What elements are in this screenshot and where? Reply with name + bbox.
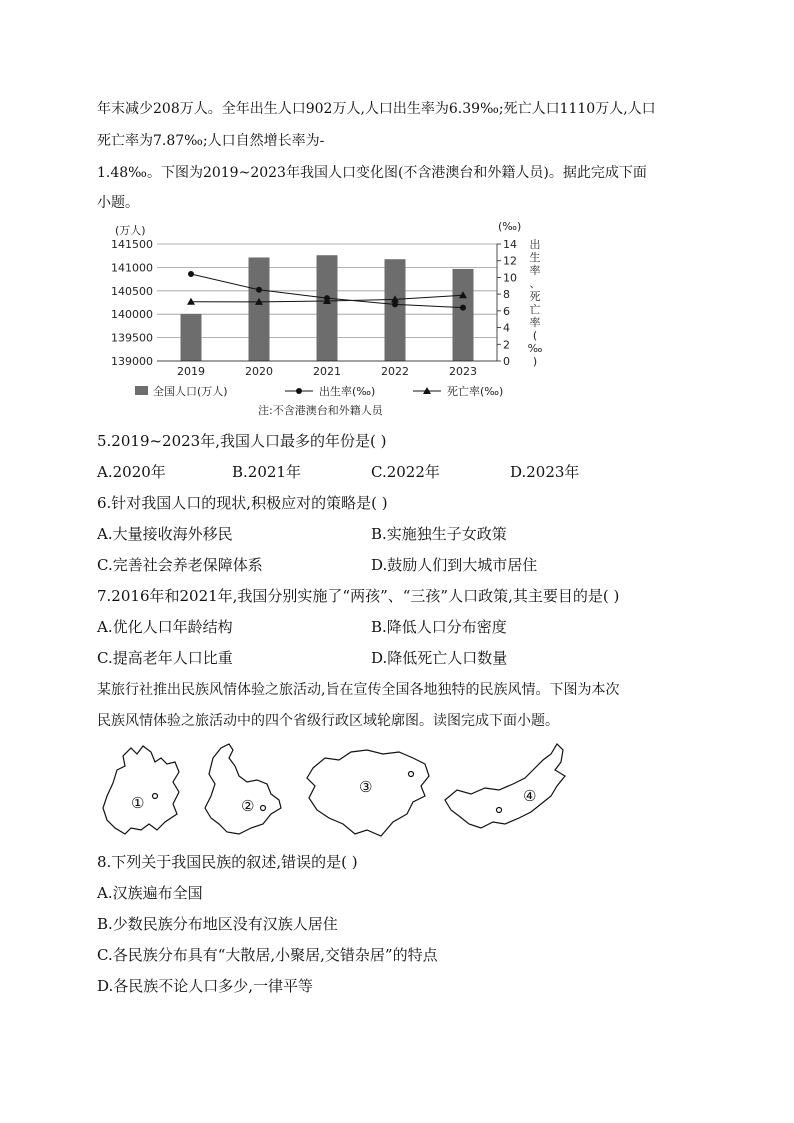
population-bar-2022 [385,259,406,361]
legend-bar-swatch [135,386,148,395]
question-6-stem: 6.针对我国人口的现状,积极应对的策略是( ) [97,494,388,512]
question-7-option-d[interactable]: D.降低死亡人口数量 [371,649,508,667]
x-tick-label: 2021 [313,365,341,378]
right-axis-label-char: 生 [529,251,541,264]
province-outline-1 [103,746,179,834]
birth-rate-point-2019 [188,271,194,277]
intro-line-2: 死亡率为7.87‰;人口自然增长率为- [97,133,325,149]
right-tick-label: 10 [503,271,517,285]
left-tick-label: 139500 [111,331,153,345]
question-6-option-c[interactable]: C.完善社会养老保障体系 [97,556,263,574]
right-tick-label: 6 [503,304,510,318]
province-label-3: ③ [359,778,373,796]
population-chart [95,218,555,418]
question-6-option-b[interactable]: B.实施独生子女政策 [371,525,507,543]
right-axis-label-char: 死 [529,290,541,303]
province-label-4: ④ [523,787,537,805]
province-label-2: ② [241,797,255,815]
right-axis-label-char: ) [532,355,538,368]
province-label-1: ① [131,794,145,812]
legend-birth-label: 出生率(‰) [319,385,376,398]
right-axis-label-char: ( [532,329,538,342]
left-tick-label: 141000 [111,261,153,275]
right-tick-label: 8 [503,288,510,302]
x-tick-label: 2020 [245,365,273,378]
population-bar-2019 [181,314,202,361]
death-rate-point-2019 [187,298,195,305]
question-5-option-c[interactable]: C.2022年 [371,463,440,481]
intro-line-3: 1.48‰。下图为2019~2023年我国人口变化图(不含港澳台和外籍人员)。据此完成下面 [97,165,647,181]
question-7-option-b[interactable]: B.降低人口分布密度 [371,618,507,636]
passage2-line-1: 某旅行社推出民族风情体验之旅活动,旨在宣传全国各地独特的民族风情。下图为本次 [97,682,620,698]
legend-death-label: 死亡率(‰) [447,385,504,398]
left-tick-label: 140500 [111,284,153,298]
right-tick-label: 0 [503,355,510,368]
right-axis-label-char: 亡 [529,303,541,316]
chart-note: 注:不含港澳台和外籍人员 [258,404,383,417]
right-tick-label: 12 [503,254,517,268]
population-bar-2023 [453,269,474,361]
left-axis-unit: (万人) [115,224,146,237]
question-5-option-b[interactable]: B.2021年 [232,463,301,481]
question-7-option-a[interactable]: A.优化人口年龄结构 [97,618,233,636]
right-tick-label: 14 [503,238,517,251]
x-tick-label: 2019 [177,365,205,378]
province-outline-3 [307,750,429,836]
province-outline-2 [205,744,281,834]
question-8-option-d[interactable]: D.各民族不论人口多少,一律平等 [97,977,314,995]
right-axis-label-char: ‰ [527,342,543,355]
legend-bar-label: 全国人口(万人) [153,385,228,398]
population-bar-2020 [249,257,270,361]
right-axis-label-char: 、 [529,277,541,290]
right-axis-label-char: 出 [529,238,541,251]
question-5-option-d[interactable]: D.2023年 [510,463,580,481]
question-8-option-a[interactable]: A.汉族遍布全国 [97,884,203,902]
right-axis-label-char: 率 [529,316,541,329]
province-outline-maps [95,738,655,838]
question-7-option-c[interactable]: C.提高老年人口比重 [97,649,233,667]
question-6-option-d[interactable]: D.鼓励人们到大城市居住 [371,556,538,574]
right-axis-label-char: 率 [529,264,541,277]
intro-line-1: 年末减少208万人。全年出生人口902万人,人口出生率为6.39‰;死亡人口1110万人,人口 [97,101,656,117]
right-axis-unit: (‰) [498,220,522,233]
legend-birth-marker [296,388,302,394]
birth-rate-point-2020 [256,287,262,293]
question-8-option-b[interactable]: B.少数民族分布地区没有汉族人居住 [97,915,338,933]
x-tick-label: 2023 [449,365,477,378]
question-5-stem: 5.2019~2023年,我国人口最多的年份是( ) [97,432,387,450]
question-6-option-a[interactable]: A.大量接收海外移民 [97,525,233,543]
left-tick-label: 140000 [111,308,153,322]
x-tick-label: 2022 [381,365,409,378]
province-outline-4 [445,744,565,828]
right-tick-label: 2 [503,338,510,352]
left-tick-label: 139000 [111,355,153,368]
question-5-option-a[interactable]: A.2020年 [97,463,166,481]
birth-rate-point-2023 [460,305,466,311]
population-bar-2021 [317,255,338,361]
question-7-stem: 7.2016年和2021年,我国分别实施了“两孩”、“三孩”人口政策,其主要目的是( ) [97,587,620,605]
right-tick-label: 4 [503,321,510,335]
question-8-stem: 8.下列关于我国民族的叙述,错误的是( ) [97,853,358,871]
right-axis-label [528,237,543,368]
left-tick-label: 141500 [111,238,153,251]
passage2-line-2: 民族风情体验之旅活动中的四个省级行政区域轮廓图。读图完成下面小题。 [97,713,559,729]
intro-line-4: 小题。 [97,195,139,211]
question-8-option-c[interactable]: C.各民族分布具有“大散居,小聚居,交错杂居”的特点 [97,946,438,964]
